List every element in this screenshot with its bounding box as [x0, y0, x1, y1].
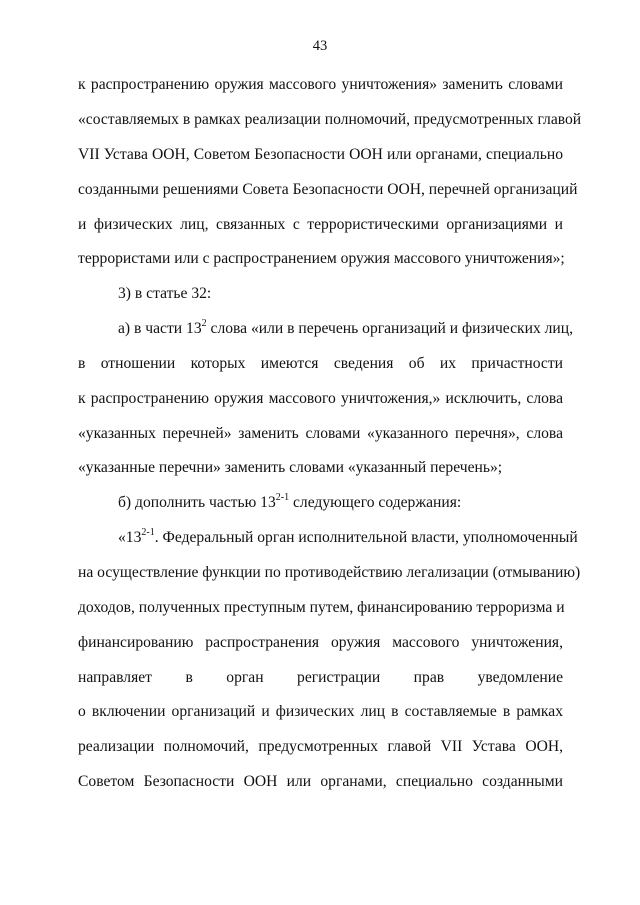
paragraph-line: Советом Безопасности ООН или органами, специально созданными [78, 773, 563, 790]
paragraph-line: «указанных перечней» заменить словами «указанного перечня», слова [78, 425, 563, 442]
superscript: 2-1 [141, 526, 155, 538]
paragraph-line: реализации полномочий, предусмотренных главой VII Устава ООН, [78, 738, 563, 755]
line-text: а) в части 13 [118, 320, 202, 337]
paragraph-line: на осуществление функции по противодействию легализации (отмыванию) [78, 564, 581, 581]
paragraph-line: VII Устава ООН, Советом Безопасности ООН или органами, специально [78, 146, 563, 163]
superscript: 2 [201, 317, 207, 329]
paragraph-line: к распространению оружия массового уничтожения» заменить словами [78, 76, 563, 93]
paragraph-line: к распространению оружия массового уничтожения,» исключить, слова [78, 390, 563, 407]
paragraph-line [118, 493, 563, 513]
line-text: б) дополнить частью 13 [118, 494, 276, 511]
paragraph-line: и физических лиц, связанных с террористическими организациями и [78, 216, 563, 233]
paragraph-line: доходов, полученных преступным путем, финансированию терроризма и [78, 599, 565, 616]
page-number: 43 [312, 38, 328, 54]
line-text: «13 [118, 529, 142, 546]
paragraph-line: финансированию распространения оружия массового уничтожения, [78, 634, 563, 651]
paragraph-line [118, 317, 574, 339]
paragraph-line: «составляемых в рамках реализации полномочий, предусмотренных главой [78, 111, 582, 128]
line-text: . Федеральный орган исполнительной власти, уполномоченный [154, 529, 578, 546]
paragraph-line: созданными решениями Совета Безопасности ООН, перечней организаций [78, 181, 578, 198]
line-text: слова «или в перечень организаций и физических лиц, [206, 320, 574, 337]
paragraph-line: о включении организаций и физических лиц в составляемые в рамках [78, 703, 563, 720]
paragraph-line: направляет в орган регистрации прав уведомление [78, 669, 563, 686]
line-text: следующего содержания: [289, 494, 462, 511]
paragraph-line: «указанные перечни» заменить словами «указанный перечень»; [78, 459, 503, 476]
paragraph-line: в отношении которых имеются сведения об их причастности [78, 355, 563, 372]
superscript: 2-1 [275, 491, 290, 503]
paragraph-line: 3) в статье 32: [118, 285, 212, 302]
paragraph-line [118, 526, 578, 548]
paragraph-line: террористами или с распространением оружия массового уничтожения»; [78, 250, 565, 267]
